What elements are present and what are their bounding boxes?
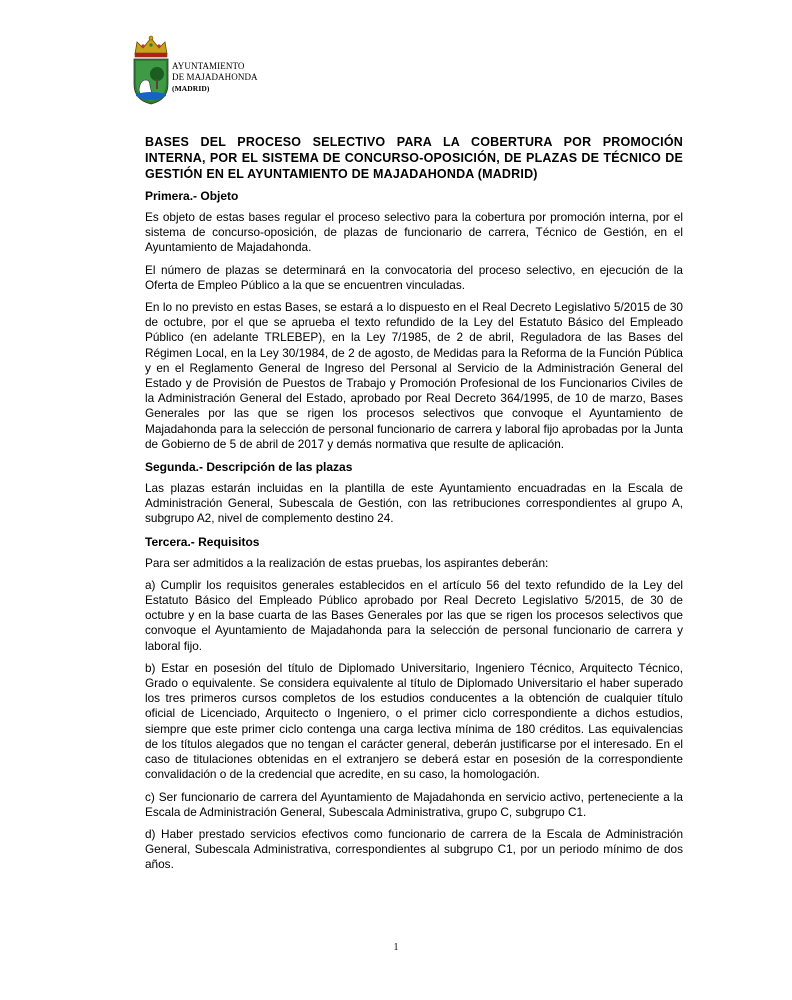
org-name-line2: DE MAJADAHONDA [172, 72, 258, 82]
section-heading-tercera: Tercera.- Requisitos [145, 534, 260, 549]
requirement-item-b: b) Estar en posesión del título de Diplomado Universitario, Ingeniero Técnico, Arquitecto Técnico, Grado o equivalente. Se considera equivalente al título de Diplomado Universitario el haber superado los tres primeros cursos completos de los estudios conducentes a la obtención de cualquier título oficial de Licenciado, Arquitecto o Ingeniero, o el primer ciclo correspondiente a dichos estudios, siempre que este primer ciclo contenga una carga lectiva mínima de 180 créditos. Las equivalencias de los títulos alegados que no tengan el carácter general, deberán justificarse por el interesado. En el caso de titulaciones obtenidas en el extranjero se deberá estar en posesión de la correspondiente convalidación o de la credencial que acredite, en su caso, la homologación. [145, 660, 683, 782]
paragraph: En lo no previsto en estas Bases, se estará a lo dispuesto en el Real Decreto Legislativo 5/2015 de 30 de octubre, por el que se aprueba el texto refundido de la Ley del Estatuto Básico del Empleado Público (en adelante TRLEBEP), en la Ley 7/1985, de 2 de abril, Reguladora de las Bases del Régimen Local, en la Ley 30/1984, de 2 de agosto, de Medidas para la Reforma de la Función Pública y en el Reglamento General de Ingreso del Personal al Servicio de la Administración General del Estado y de Provisión de Puestos de Trabajo y Promoción Profesional de los Funcionarios Civiles de la Administración General del Estado, aprobado por Real Decreto 364/1995, de 10 de marzo, Bases Generales por las que se rigen los procesos selectivos que convoque el Ayuntamiento de Majadahonda para la selección de personal funcionario de carrera y laboral fijo aprobadas por la Junta de Gobierno de 5 de abril de 2017 y demás normativa que resulte de aplicación. [145, 300, 683, 451]
paragraph: Es objeto de estas bases regular el proceso selectivo para la cobertura por promoción interna, por el sistema de concurso-oposición, de plazas de funcionario de carrera, Técnico de Gestión, en el Ayuntamiento de Majadahonda. [145, 210, 683, 255]
paragraph: Para ser admitidos a la realización de estas pruebas, los aspirantes deberán: [145, 555, 549, 570]
section-heading-segunda: Segunda.- Descripción de las plazas [145, 460, 353, 475]
organization-name [172, 61, 258, 94]
paragraph: El número de plazas se determinará en la convocatoria del proceso selectivo, en ejecución de la Oferta de Empleo Público a la que se encuentren vinculadas. [145, 262, 683, 292]
document-title: BASES DEL PROCESO SELECTIVO PARA LA COBERTURA POR PROMOCIÓN INTERNA, POR EL SISTEMA DE CONCURSO-OPOSICIÓN, DE PLAZAS DE TÉCNICO DE GESTIÓN EN EL AYUNTAMIENTO DE MAJADAHONDA (MADRID) [145, 135, 683, 181]
requirement-item-d: d) Haber prestado servicios efectivos como funcionario de carrera de la Escala de Administración General, Subescala Administrativa, correspondientes al subgrupo C1, por un periodo mínimo de dos años. [145, 826, 683, 872]
section-heading-primera: Primera.- Objeto [145, 189, 239, 203]
document-body [145, 134, 683, 880]
org-name-line3: (MADRID) [172, 84, 210, 93]
page-number: 1 [393, 942, 399, 953]
org-name-line1: AYUNTAMIENTO [172, 61, 245, 71]
requirement-item-a: a) Cumplir los requisitos generales establecidos en el artículo 56 del texto refundido de la Ley del Estatuto Básico del Empleado Público aprobado por Real Decreto Legislativo 5/2015, de 30 de octubre y en la base cuarta de las Bases Generales por las que se rigen los procesos selectivos que convoque el Ayuntamiento de Majadahonda para la selección de personal funcionario de carrera y laboral fijo. [145, 577, 683, 653]
requirement-item-c: c) Ser funcionario de carrera del Ayuntamiento de Majadahonda en servicio activo, perteneciente a la Escala de Administración General, Subescala Administrativa, grupo C, subgrupo C1. [145, 789, 683, 819]
paragraph: Las plazas estarán incluidas en la plantilla de este Ayuntamiento encuadradas en la Escala de Administración General, Subescala de Gestión, con las retribuciones correspondientes al grupo A, subgrupo A2, nivel de complemento destino 24. [145, 481, 683, 526]
letterhead [130, 34, 330, 109]
municipal-crest-icon [130, 34, 172, 106]
